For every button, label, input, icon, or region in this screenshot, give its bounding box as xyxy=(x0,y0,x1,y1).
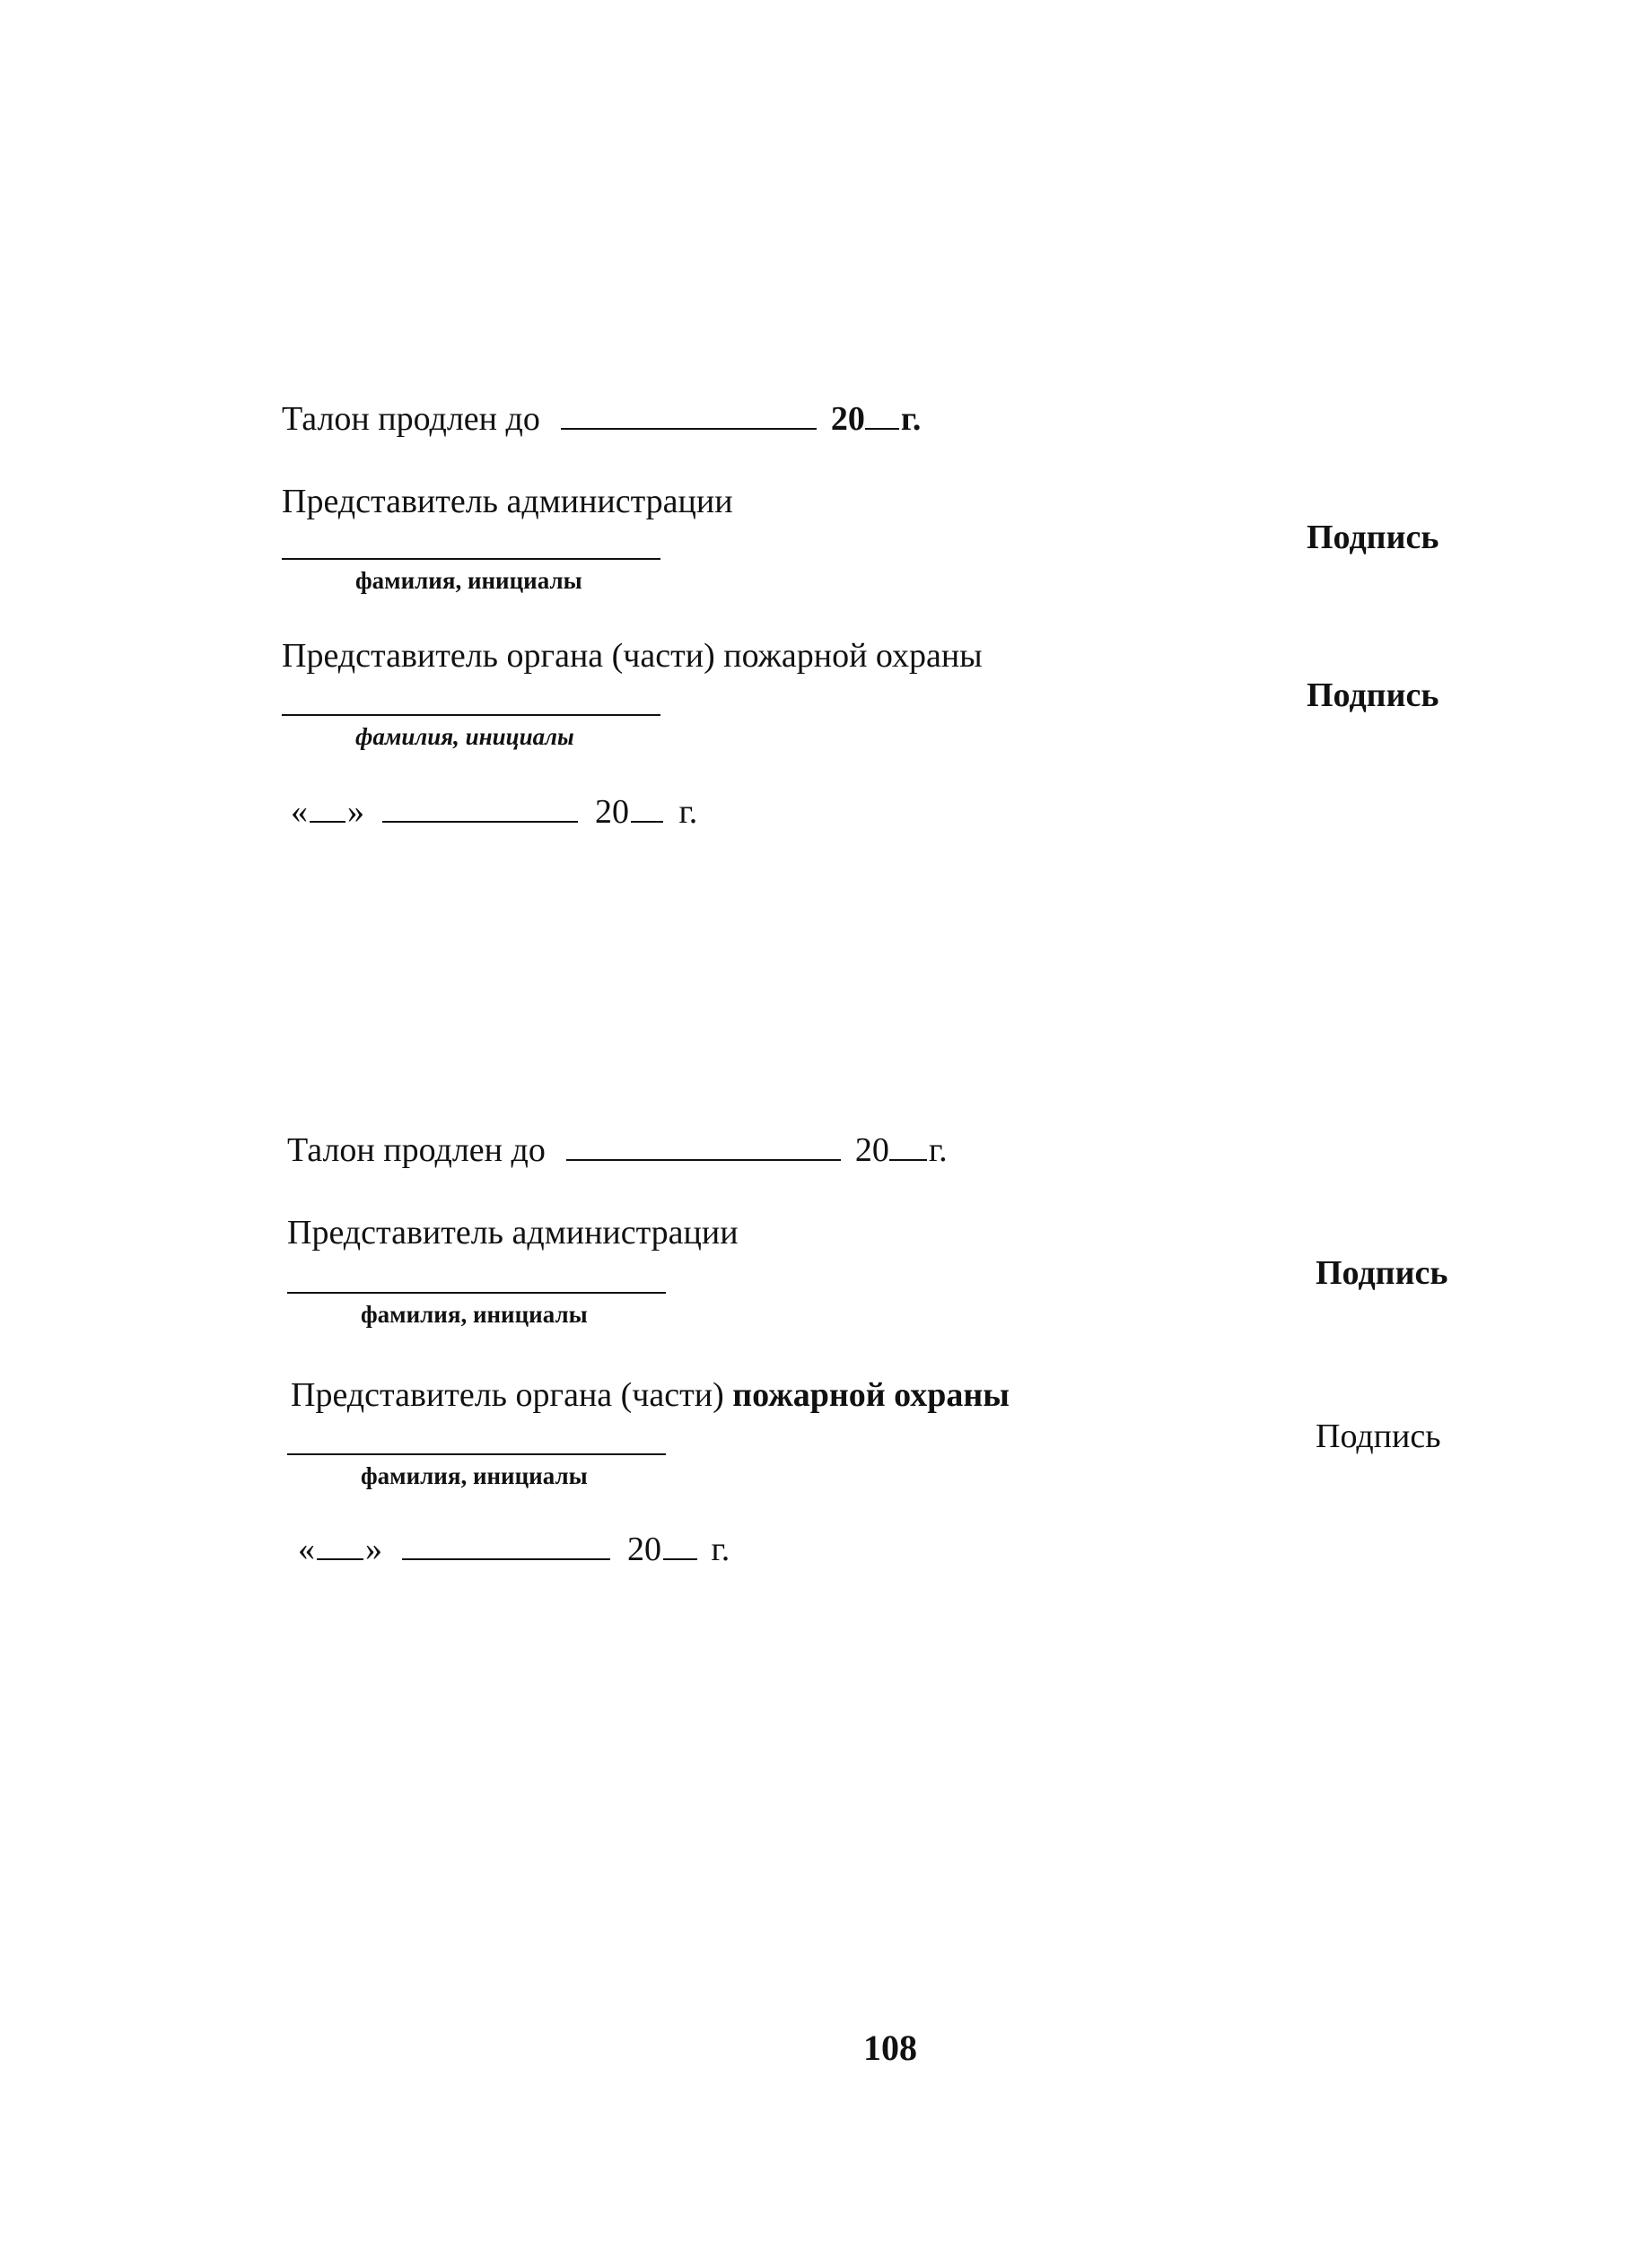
page-number: 108 xyxy=(863,2028,917,2068)
admin-rep-label: Представитель администрации xyxy=(282,483,733,520)
fire-name-caption: фамилия, инициалы xyxy=(355,723,574,750)
fire-rep-label xyxy=(291,1378,1010,1412)
extension-line-2 xyxy=(287,1133,948,1167)
date-year-prefix: 20 xyxy=(595,793,629,831)
fire-rep-label: Представитель органа (части) пожарной охраны xyxy=(282,637,983,675)
date-day-blank[interactable] xyxy=(310,820,345,823)
extension-year-prefix: 20 xyxy=(854,1131,889,1169)
date-day-blank[interactable] xyxy=(317,1557,363,1560)
date-line-1 xyxy=(291,795,697,829)
admin-signature-label: Подпись xyxy=(1316,1254,1448,1292)
fire-signature-label: Подпись xyxy=(1316,1418,1441,1455)
date-open-quote: « xyxy=(291,793,308,831)
fire-rep-label-main: Представитель органа (части) xyxy=(291,1376,724,1414)
date-line-2 xyxy=(298,1532,730,1566)
date-month-blank[interactable] xyxy=(402,1557,610,1560)
date-open-quote: « xyxy=(298,1531,315,1568)
extension-year-blank[interactable] xyxy=(889,1158,927,1161)
extension-year-blank[interactable] xyxy=(865,427,899,430)
date-close-quote: » xyxy=(347,793,364,831)
date-year-prefix: 20 xyxy=(627,1531,661,1568)
fire-name-caption: фамилия, инициалы xyxy=(361,1462,588,1489)
fire-name-rule[interactable] xyxy=(287,1453,666,1455)
extension-year-suffix: г. xyxy=(900,400,922,438)
date-year-suffix: г. xyxy=(711,1531,730,1568)
fire-name-rule[interactable] xyxy=(282,714,660,716)
admin-name-caption: фамилия, инициалы xyxy=(355,567,582,594)
extension-date-blank[interactable] xyxy=(566,1158,841,1161)
extension-date-blank[interactable] xyxy=(561,427,817,430)
admin-signature-label: Подпись xyxy=(1307,519,1439,556)
date-year-blank[interactable] xyxy=(663,1557,697,1560)
fire-rep-label-bold: пожарной охраны xyxy=(732,1376,1010,1414)
date-year-blank[interactable] xyxy=(631,820,663,823)
extension-year-suffix: г. xyxy=(928,1131,948,1169)
admin-name-rule[interactable] xyxy=(287,1292,666,1294)
extension-year-prefix: 20 xyxy=(830,400,865,438)
date-year-suffix: г. xyxy=(678,793,698,831)
admin-rep-label: Представитель администрации xyxy=(287,1214,739,1252)
admin-name-rule[interactable] xyxy=(282,558,660,560)
date-month-blank[interactable] xyxy=(382,820,578,823)
fire-signature-label: Подпись xyxy=(1307,676,1439,714)
extension-label: Талон продлен до xyxy=(287,1131,546,1169)
date-close-quote: » xyxy=(365,1531,382,1568)
extension-label: Талон продлен до xyxy=(282,400,540,438)
admin-name-caption: фамилия, инициалы xyxy=(361,1301,588,1328)
extension-line-1 xyxy=(282,402,921,436)
